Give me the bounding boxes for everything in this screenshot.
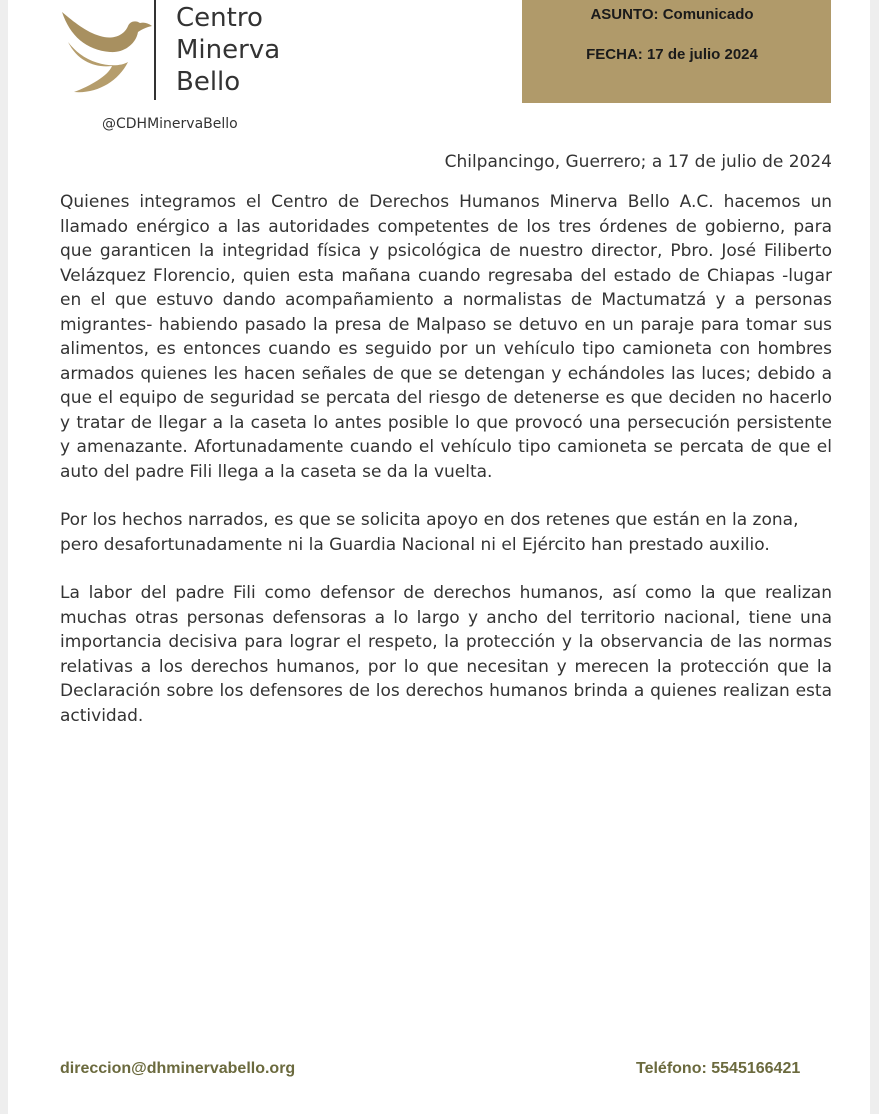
- subject-date-box: [522, 0, 831, 103]
- organization-logo-text: [176, 2, 280, 98]
- paragraph-1: Quienes integramos el Centro de Derechos Humanos Minerva Bello A.C. hacemos un llamado enérgico a las autoridades competentes de los tres órdenes de gobierno, para que garanticen la integridad física y psicológica de nuestro director, Pbro. José Filiberto Velázquez Florencio, quien esta mañana cuando regresaba del estado de Chiapas -lugar en el que estuvo dando acompañamiento a normalistas de Mactumatzá y a personas migrantes- habiendo pasado la presa de Malpaso se detuvo en un paraje para tomar sus alimentos, es entonces cuando es seguido por un vehículo tipo camioneta con hombres armados quienes les hacen señales de que se detengan y echándoles las luces; debido a que el equipo de seguridad se percata del riesgo de detenerse es que deciden no hacerlo y tratar de llegar a la caseta lo antes posible lo que provocó una persecución persistente y amenazante. Afortunadamente cuando el vehículo tipo camioneta se percata de que el auto del padre Fili llega a la caseta se da la vuelta.: [60, 192, 832, 482]
- statement-body: [60, 190, 832, 752]
- logo-line: Bello: [176, 67, 241, 97]
- logo-divider: [154, 0, 156, 100]
- document-page: [8, 0, 870, 1114]
- subject-label: ASUNTO: Comunicado: [590, 6, 754, 23]
- social-handle: @CDHMinervaBello: [102, 116, 238, 132]
- date-label: FECHA: 17 de julio 2024: [586, 46, 758, 63]
- paragraph-3: La labor del padre Fili como defensor de derechos humanos, así como la que realizan muchas otras personas defensoras a lo largo y ancho del territorio nacional, tiene una importancia decisiva para lograr el respeto, la protección y la observancia de las normas relativas a los derechos humanos, por lo que necesitan y merecen la protección que la Declaración sobre los defensores de los derechos humanos brinda a quienes realizan esta actividad.: [60, 583, 832, 726]
- place-date: Chilpancingo, Guerrero; a 17 de julio de 2024: [444, 152, 832, 172]
- logo-line: Centro: [176, 3, 263, 33]
- paragraph-2: Por los hechos narrados, es que se solicita apoyo en dos retenes que están en la zona, pero desafortunadamente ni la Guardia Nacional ni el Ejército han prestado auxilio.: [60, 510, 799, 555]
- footer-phone: Teléfono: 5545166421: [636, 1060, 801, 1077]
- logo-line: Minerva: [176, 35, 281, 65]
- dove-logo-icon: [56, 6, 154, 96]
- footer-email: direccion@dhminervabello.org: [60, 1060, 296, 1077]
